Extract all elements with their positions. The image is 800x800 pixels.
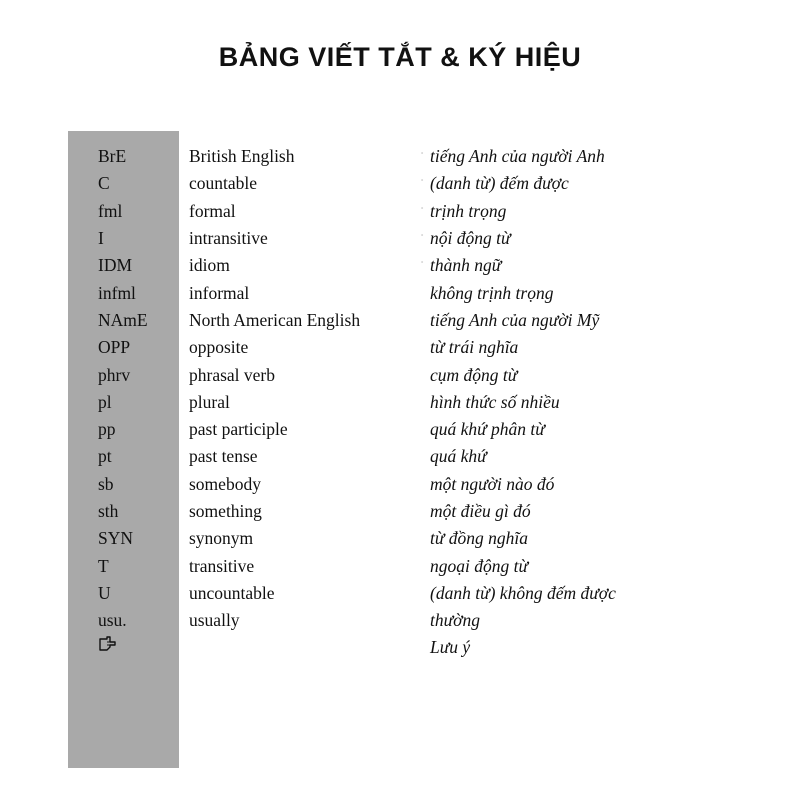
english-meaning: informal xyxy=(189,282,250,303)
table-row xyxy=(68,443,800,470)
english-meaning: plural xyxy=(189,391,230,412)
vietnamese-meaning: thường xyxy=(430,610,480,631)
table-row xyxy=(68,143,800,170)
table-row xyxy=(68,525,800,552)
abbreviation: pl xyxy=(98,391,112,412)
abbreviation: NAmE xyxy=(98,309,148,330)
abbreviation: T xyxy=(98,555,109,576)
vietnamese-meaning: không trịnh trọng xyxy=(430,282,554,303)
abbreviation: infml xyxy=(98,282,136,303)
vietnamese-meaning: tiếng Anh của người Mỹ xyxy=(430,309,600,330)
vietnamese-meaning: một điều gì đó xyxy=(430,501,531,521)
english-meaning: uncountable xyxy=(189,582,275,603)
vietnamese-meaning: quá khứ xyxy=(430,446,487,467)
table-row xyxy=(68,225,800,252)
table-row xyxy=(68,498,800,525)
table-row xyxy=(68,170,800,197)
vietnamese-meaning: nội động từ xyxy=(430,228,511,249)
abbreviation: OPP xyxy=(98,337,131,358)
table-row xyxy=(68,580,800,607)
english-meaning: usually xyxy=(189,610,240,631)
table-row xyxy=(68,252,800,279)
abbreviation: sb xyxy=(98,473,114,494)
english-meaning: British English xyxy=(189,146,295,167)
table-row xyxy=(68,471,800,498)
table-row xyxy=(68,307,800,334)
table-row xyxy=(68,198,800,225)
english-meaning: formal xyxy=(189,200,236,221)
english-meaning: past tense xyxy=(189,446,258,467)
vietnamese-meaning: hình thức số nhiều xyxy=(430,391,560,412)
abbreviation: sth xyxy=(98,501,119,521)
abbreviation: pp xyxy=(98,419,116,440)
vietnamese-meaning: cụm động từ xyxy=(430,364,518,385)
table-row xyxy=(68,634,800,661)
english-meaning: idiom xyxy=(189,255,230,276)
table-row xyxy=(68,389,800,416)
abbreviation: SYN xyxy=(98,528,134,549)
vietnamese-meaning: từ trái nghĩa xyxy=(430,337,519,358)
pointing-hand-note-icon xyxy=(68,636,189,659)
english-meaning: transitive xyxy=(189,555,255,576)
vietnamese-meaning: từ đồng nghĩa xyxy=(430,528,529,549)
vietnamese-meaning: thành ngữ xyxy=(430,255,502,276)
table-row xyxy=(68,334,800,361)
abbreviation: I xyxy=(98,228,104,249)
table-row xyxy=(68,607,800,634)
vietnamese-meaning: một người nào đó xyxy=(430,473,555,494)
abbreviation: U xyxy=(98,582,111,603)
vietnamese-meaning: Lưu ý xyxy=(430,637,471,658)
vietnamese-meaning: ngoại động từ xyxy=(430,555,529,576)
abbreviation: C xyxy=(98,173,110,194)
table-row xyxy=(68,552,800,579)
vietnamese-meaning: quá khứ phân từ xyxy=(430,419,545,440)
bleed-through-text: . . . . . xyxy=(420,139,425,268)
abbreviation: fml xyxy=(98,200,123,221)
english-meaning: synonym xyxy=(189,528,254,549)
abbreviation: IDM xyxy=(98,255,133,276)
abbreviation: pt xyxy=(98,446,112,467)
page-title: BẢNG VIẾT TẮT & KÝ HIỆU xyxy=(218,42,582,72)
table-row xyxy=(68,361,800,388)
english-meaning: intransitive xyxy=(189,228,268,249)
vietnamese-meaning: trịnh trọng xyxy=(430,200,507,221)
english-meaning: somebody xyxy=(189,473,261,494)
vietnamese-meaning: (danh từ) đếm được xyxy=(430,173,569,194)
english-meaning: countable xyxy=(189,173,258,194)
abbreviation: usu. xyxy=(98,610,127,631)
vietnamese-meaning: (danh từ) không đếm được xyxy=(430,582,616,603)
table-row xyxy=(68,279,800,306)
english-meaning: phrasal verb xyxy=(189,364,276,385)
abbreviation-table xyxy=(68,143,800,662)
table-row xyxy=(68,416,800,443)
english-meaning: opposite xyxy=(189,337,249,358)
english-meaning: North American English xyxy=(189,309,361,330)
english-meaning: something xyxy=(189,501,262,521)
abbreviation: phrv xyxy=(98,364,131,385)
english-meaning: past participle xyxy=(189,419,288,440)
abbreviation: BrE xyxy=(98,146,127,167)
vietnamese-meaning: tiếng Anh của người Anh xyxy=(430,146,605,167)
